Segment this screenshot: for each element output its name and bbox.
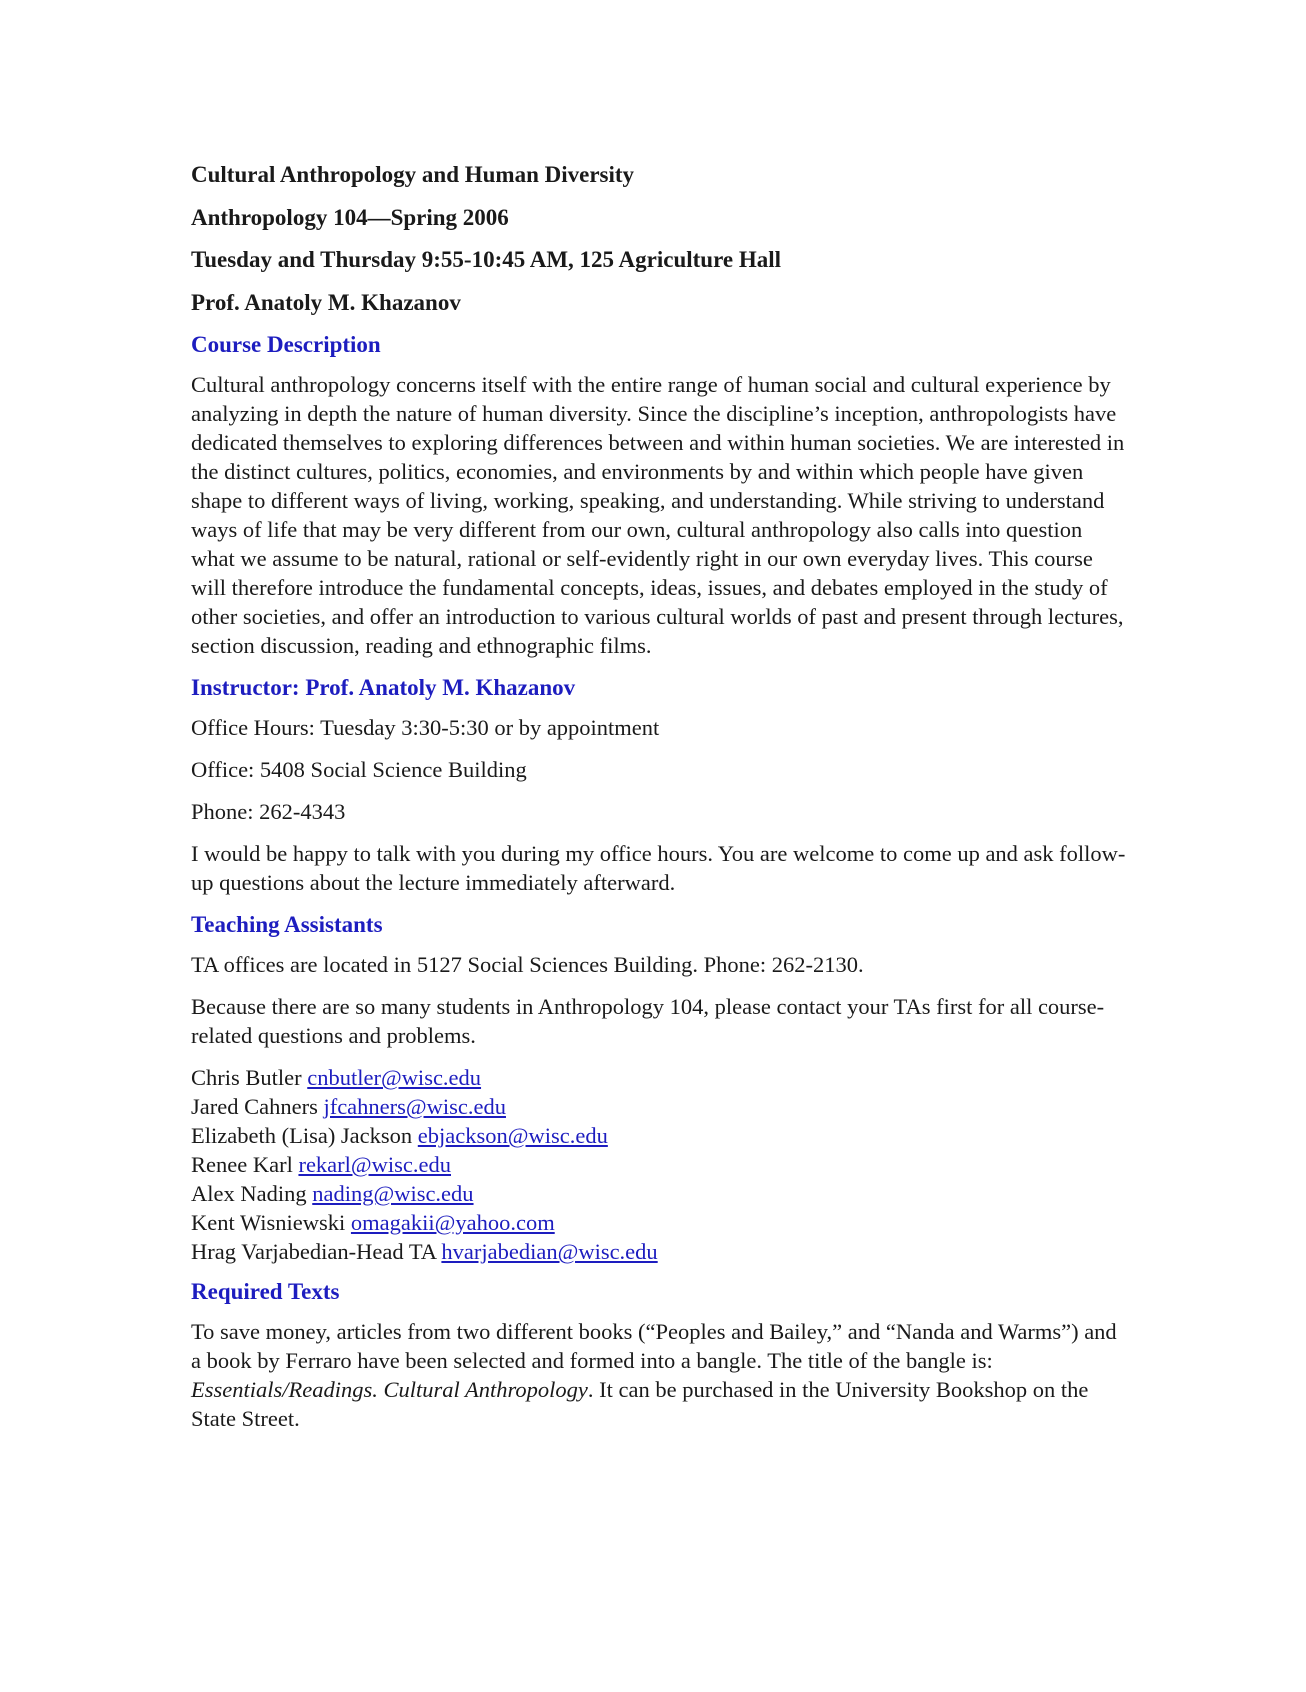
ta-row: [191, 1150, 1131, 1179]
ta-list: [191, 1063, 1131, 1266]
office-hours: Office Hours: Tuesday 3:30-5:30 or by appointment: [191, 715, 660, 740]
teaching-assistants-heading: Teaching Assistants: [191, 912, 383, 937]
office-location: Office: 5408 Social Science Building: [191, 757, 527, 782]
ta-name: Hrag Varjabedian-Head TA: [191, 1239, 436, 1264]
course-description-text: Cultural anthropology concerns itself with the entire range of human social and cultural experience by analyzing in depth the nature of human diversity. Since the discipline’s inception, anthropologists have dedicated themselves to exploring differences between and within human societies. We are interested in the distinct cultures, politics, economies, and environments by and within which people have given shape to different ways of living, working, speaking, and understanding. While striving to understand ways of life that may be very different from our own, cultural anthropology also calls into question what we assume to be natural, rational or self-evidently right in our own everyday lives. This course will therefore introduce the fundamental concepts, ideas, issues, and debates employed in the study of other societies, and offer an introduction to various cultural worlds of past and present through lectures, section discussion, reading and ethnographic films.: [191, 372, 1125, 658]
ta-name: Elizabeth (Lisa) Jackson: [191, 1123, 413, 1148]
ta-row: [191, 1237, 1131, 1266]
ta-email-link[interactable]: jfcahners@wisc.edu: [323, 1094, 506, 1119]
required-texts-paragraph: [191, 1317, 1131, 1433]
ta-offices: TA offices are located in 5127 Social Sciences Building. Phone: 262-2130.: [191, 952, 864, 977]
ta-row: [191, 1092, 1131, 1121]
instructor-heading: Instructor: Prof. Anatoly M. Khazanov: [191, 675, 576, 700]
course-title: Cultural Anthropology and Human Diversity: [191, 162, 635, 187]
course-number: Anthropology 104—Spring 2006: [191, 204, 509, 230]
course-professor: Prof. Anatoly M. Khazanov: [191, 289, 461, 315]
instructor-phone: Phone: 262-4343: [191, 799, 346, 824]
ta-email-link[interactable]: cnbutler@wisc.edu: [307, 1065, 482, 1090]
ta-email-link[interactable]: rekarl@wisc.edu: [298, 1152, 451, 1177]
required-texts-text-after: . It can be purchased in the University Bookshop on the State Street.: [191, 1377, 1089, 1431]
required-texts-text-before: To save money, articles from two different books (“Peoples and Bailey,” and “Nanda and Warms”) and a book by Ferraro have been selected and formed into a bangle. The title of the bangle is:: [191, 1319, 1117, 1373]
ta-contact-note: Because there are so many students in Anthropology 104, please contact your TAs first for all course-related questions and problems.: [191, 994, 1105, 1048]
ta-row: [191, 1121, 1131, 1150]
ta-name: Jared Cahners: [191, 1094, 318, 1119]
ta-email-link[interactable]: nading@wisc.edu: [312, 1181, 474, 1206]
ta-name: Renee Karl: [191, 1152, 293, 1177]
instructor-note: I would be happy to talk with you during my office hours. You are welcome to come up and ask follow-up questions about the lecture immediately afterward.: [191, 841, 1126, 895]
ta-name: Chris Butler: [191, 1065, 302, 1090]
course-schedule: Tuesday and Thursday 9:55-10:45 AM, 125 Agriculture Hall: [191, 247, 781, 272]
syllabus-page: [191, 160, 1131, 1446]
ta-row: [191, 1179, 1131, 1208]
ta-email-link[interactable]: ebjackson@wisc.edu: [417, 1123, 608, 1148]
ta-email-link[interactable]: hvarjabedian@wisc.edu: [441, 1239, 658, 1264]
ta-email-link[interactable]: omagakii@yahoo.com: [350, 1210, 555, 1235]
ta-row: [191, 1208, 1131, 1237]
ta-row: [191, 1063, 1131, 1092]
ta-name: Kent Wisniewski: [191, 1210, 346, 1235]
course-description-heading: Course Description: [191, 332, 381, 357]
ta-name: Alex Nading: [191, 1181, 307, 1206]
required-texts-book-title: Essentials/Readings. Cultural Anthropology: [191, 1377, 588, 1402]
required-texts-heading: Required Texts: [191, 1279, 340, 1304]
